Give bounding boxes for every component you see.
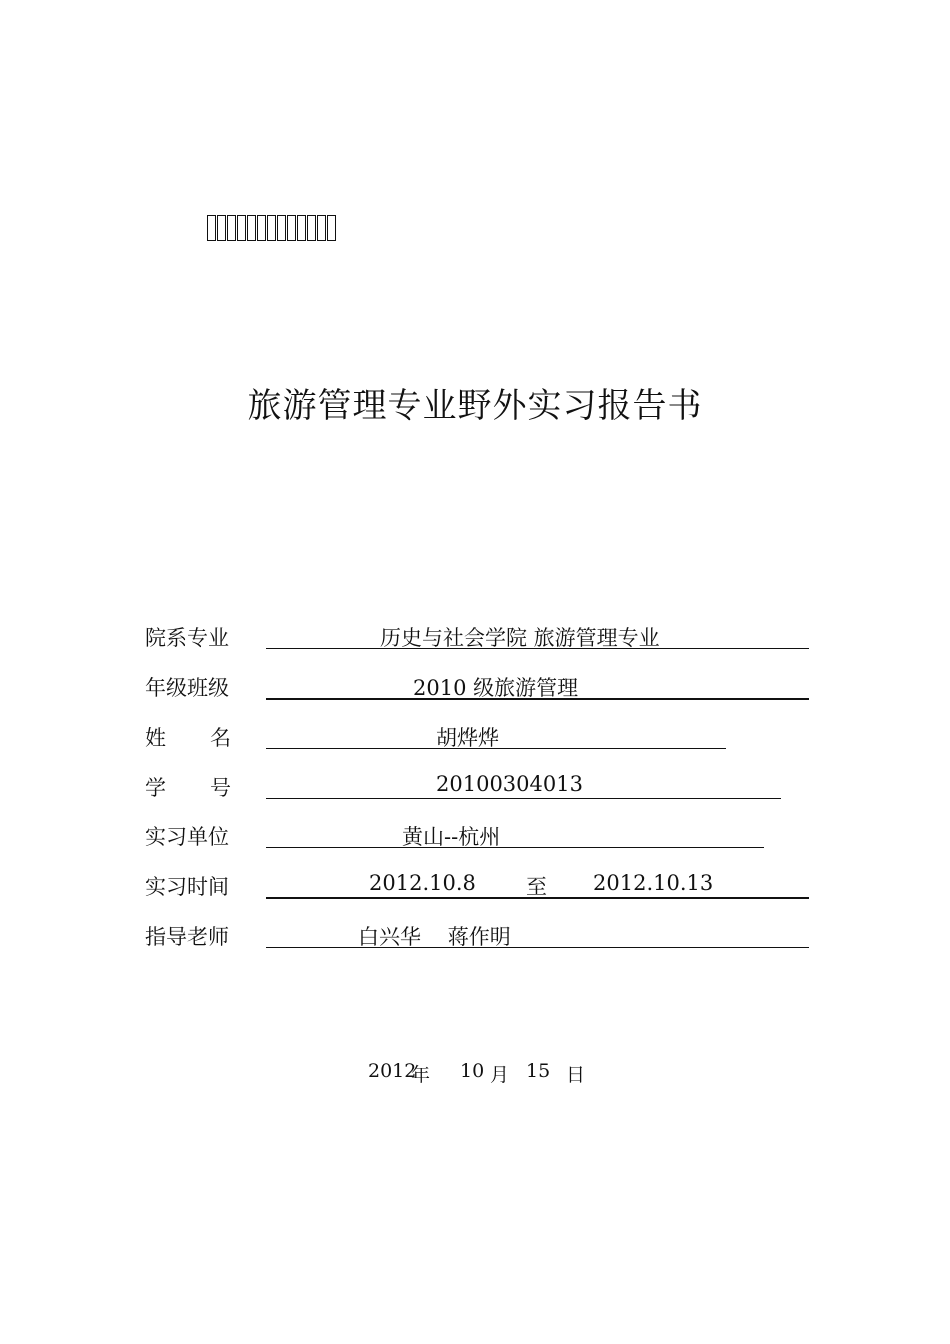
placeholder-glyph-box [207,215,216,241]
grade-class-underline [266,698,809,700]
date-year-char: 年 [411,1064,431,1086]
placeholder-glyph-box [317,215,326,241]
date-day: 15 [526,1060,551,1082]
placeholder-glyph-box [237,215,246,241]
document-title: 旅游管理专业野外实习报告书 [247,386,703,426]
placeholder-glyph-box [257,215,266,241]
name-label-part-b: 名 [210,726,231,750]
date-day-char: 日 [566,1064,586,1086]
advisor-label: 指导老师 [145,925,229,949]
advisor-value: 白兴华 蒋作明 [358,925,511,949]
period-label: 实习时间 [145,875,229,899]
student-id-value: 20100304013 [436,772,583,796]
student-id-label-part-b: 号 [210,776,231,800]
student-id-label-part-a: 学 [145,776,166,800]
period-to-text: 至 [526,875,547,899]
department-label: 院系专业 [145,626,229,650]
grade-class-label: 年级班级 [145,676,229,700]
field-advisor [145,917,810,957]
student-id-underline [266,798,781,799]
department-underline [266,648,809,649]
placeholder-glyph-box [227,215,236,241]
placeholder-glyph-box [307,215,316,241]
placeholder-glyph-box [287,215,296,241]
placeholder-glyph-box [247,215,256,241]
placeholder-glyph-box [327,215,336,241]
student-id-label [145,772,231,802]
date-year: 2012 [368,1060,417,1082]
period-start-value: 2012.10.8 [369,871,476,895]
field-student-id [145,768,810,808]
name-label [145,722,231,752]
name-value: 胡烨烨 [436,726,499,750]
unit-value: 黄山--杭州 [402,825,501,849]
name-underline [266,748,726,749]
field-period [145,867,810,907]
period-end-value: 2012.10.13 [593,871,714,895]
placeholder-glyph-box [297,215,306,241]
field-department [145,618,810,658]
date-month-char: 月 [490,1064,510,1086]
placeholder-glyph-box [217,215,226,241]
field-grade-class [145,668,810,708]
date-month: 10 [460,1060,485,1082]
name-label-part-a: 姓 [145,726,166,750]
placeholder-glyph-box [277,215,286,241]
advisor-underline [266,947,809,948]
grade-class-value: 2010 级旅游管理 [413,676,579,700]
field-name [145,718,810,758]
header-placeholder-glyphs [207,215,336,243]
department-value: 历史与社会学院 旅游管理专业 [380,626,660,650]
unit-underline [266,847,764,848]
placeholder-glyph-box [267,215,276,241]
period-underline [266,897,809,899]
field-unit [145,817,810,857]
unit-label: 实习单位 [145,825,229,849]
